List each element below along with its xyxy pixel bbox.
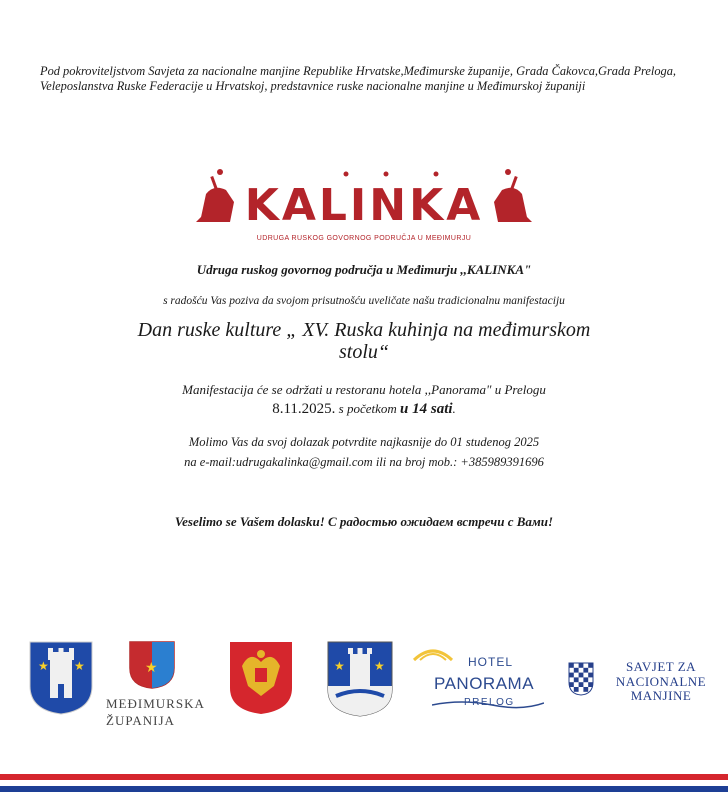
event-time: u 14 sati bbox=[400, 401, 453, 417]
organizer-name: Udruga ruskog govornog područja u Međimurju ,,KALINKA" bbox=[196, 262, 532, 277]
medimurje-line1: MEĐIMURSKA bbox=[106, 696, 205, 711]
footer-margin bbox=[0, 792, 728, 807]
event-date-time bbox=[0, 401, 728, 418]
cakovec-coat-of-arms-icon bbox=[28, 640, 94, 720]
rsvp-contact: na e-mail:udrugakalinka@gmail.com ili na broj mob.: +385989391696 bbox=[184, 455, 544, 469]
patronage-text: Pod pokroviteljstvom Savjeta za nacionalne manjine Republike Hrvatske,Međimurske županije, Grada Čakovca,Grada Preloga, Veleposlanstva Ruske Federacije u Hrvatskoj, predstavnice ruske nacionalne manjine u Međimurskoj županiji bbox=[40, 64, 677, 93]
kalinka-logo-graphic bbox=[196, 168, 532, 244]
event-title-line2: stolu“ bbox=[338, 341, 390, 363]
croatian-checkerboard-icon bbox=[568, 662, 594, 700]
event-title bbox=[0, 319, 728, 363]
medimurje-county-emblem-icon bbox=[128, 640, 176, 694]
savjet-line3: MANJINE bbox=[630, 688, 692, 703]
savjet-line2: NACIONALNE bbox=[615, 673, 707, 689]
savjet-line1: SAVJET ZA bbox=[625, 659, 697, 674]
russian-coat-of-arms-icon bbox=[228, 640, 294, 720]
prelog-label: PRELOG bbox=[464, 697, 515, 708]
hotel-panorama-sun-icon bbox=[408, 644, 458, 666]
svg-text:★: ★ bbox=[374, 659, 385, 673]
svg-text:★: ★ bbox=[38, 659, 49, 673]
rsvp-deadline: Molimo Vas da svoj dolazak potvrdite najkasnije do 01 studenog 2025 bbox=[188, 435, 540, 449]
medimurje-county-label bbox=[106, 695, 204, 729]
svg-text:★: ★ bbox=[74, 659, 85, 673]
invitation-text: s radošću Vas poziva da svojom prisutnošću uveličate našu tradicionalnu manifestaciju bbox=[163, 295, 565, 307]
hotel-label: HOTEL bbox=[468, 655, 514, 669]
kalinka-subtitle: UDRUGA RUSKOG GOVORNOG PODRUČJA U MEĐIMURJU bbox=[256, 235, 472, 242]
savjet-label bbox=[606, 660, 716, 704]
time-prefix: s početkom bbox=[335, 401, 401, 416]
kalinka-wordmark: KALINKA bbox=[244, 180, 484, 231]
medimurje-line2: ŽUPANIJA bbox=[106, 713, 175, 728]
closing-text: Veselimo se Vašem dolasku! С радостью ожидаем встречи с Вами! bbox=[174, 514, 554, 529]
left-bear-silhouette bbox=[196, 169, 234, 222]
event-title-line1: Dan ruske kulture „ XV. Ruska kuhinja na međimurskom bbox=[137, 319, 591, 341]
event-date: 8.11.2025. bbox=[272, 401, 336, 417]
time-suffix: . bbox=[452, 401, 456, 416]
svg-text:★: ★ bbox=[145, 660, 158, 676]
svg-text:★: ★ bbox=[334, 659, 345, 673]
venue-text: Manifestacija će se održati u restoranu hotela ,,Panorama" u Prelogu bbox=[182, 382, 546, 397]
right-bear-silhouette bbox=[494, 169, 532, 222]
prelog-coat-of-arms-icon bbox=[326, 640, 394, 722]
panorama-label: PANORAMA bbox=[434, 674, 535, 693]
kalinka-logo bbox=[196, 168, 532, 244]
hotel-wave-icon bbox=[432, 694, 544, 713]
